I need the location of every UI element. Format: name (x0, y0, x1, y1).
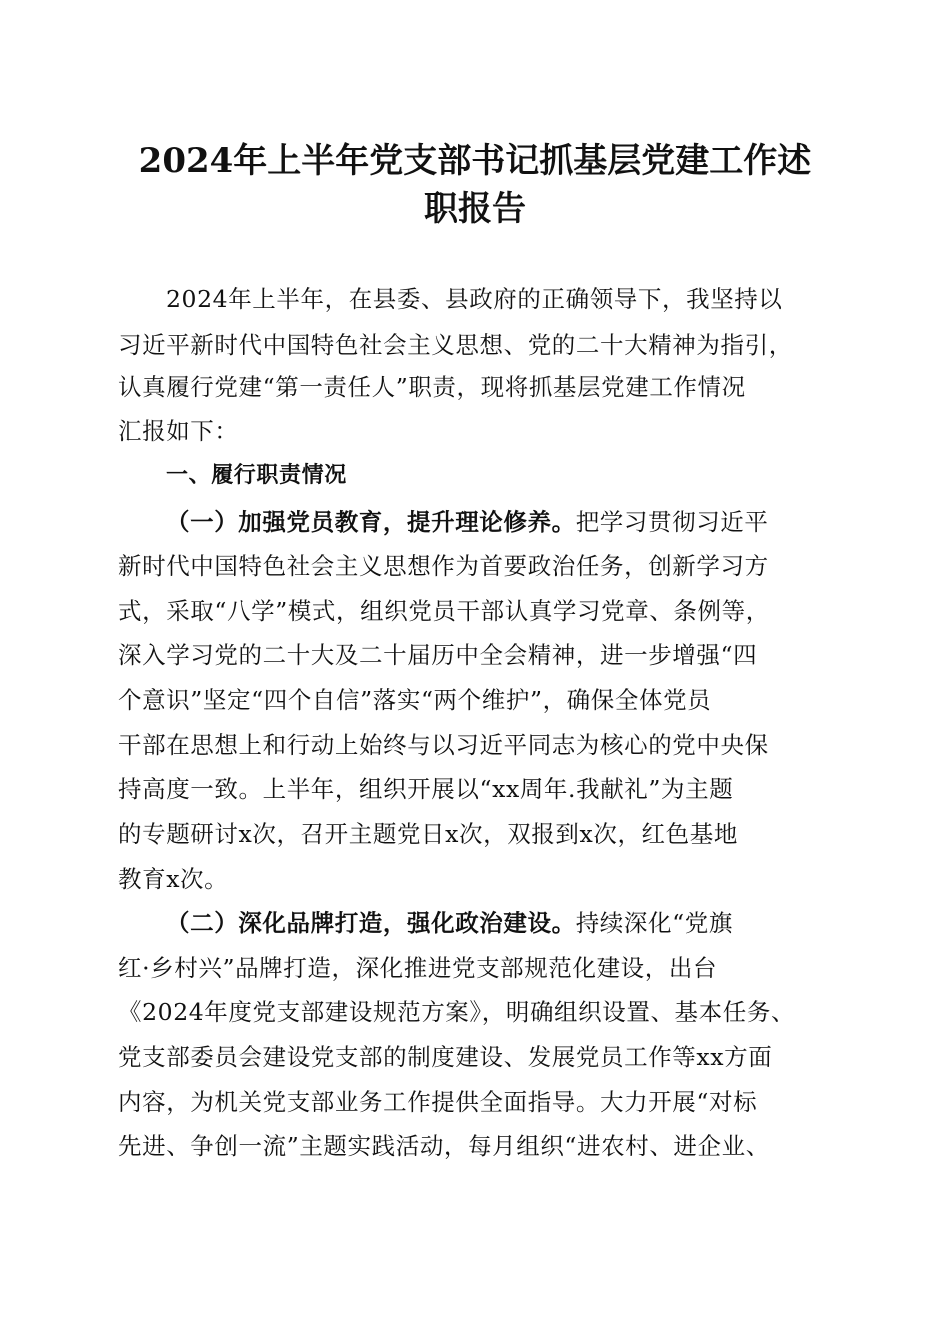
intro-line-1: 2024年上半年，在县委、县政府的正确领导下，我坚持以 (166, 285, 783, 313)
para1-first-rest: 把学习贯彻习近平 (575, 508, 769, 536)
para2-line-6: 先进、争创一流”主题实践活动，每月组织“进农村、进企业、 (118, 1132, 770, 1160)
intro-line-2: 习近平新时代中国特色社会主义思想、党的二十大精神为指引， (118, 331, 793, 359)
document-title-line-1: 2024年上半年党支部书记抓基层党建工作述 (138, 141, 812, 181)
para1-line-1 (166, 507, 769, 537)
para1-line-8: 的专题研讨x次，召开主题党日x次，双报到x次，红色基地 (118, 820, 738, 848)
section-heading-1: 一、履行职责情况 (166, 463, 347, 488)
para2-line-1 (166, 908, 733, 938)
para1-line-2: 新时代中国特色社会主义思想作为首要政治任务，创新学习方 (118, 552, 769, 580)
para1-lead: （一）加强党员教育，提升理论修养。 (166, 508, 576, 536)
document-title-line-2: 职报告 (424, 189, 526, 229)
para2-line-4: 党支部委员会建设党支部的制度建设、发展党员工作等xx方面 (118, 1043, 773, 1071)
para1-line-9: 教育x次。 (118, 865, 229, 893)
para1-line-5: 个意识”坚定“四个自信”落实“两个维护”，确保全体党员 (118, 686, 712, 714)
para2-line-2: 红·乡村兴”品牌打造，深化推进党支部规范化建设，出台 (118, 954, 718, 982)
para1-line-6: 干部在思想上和行动上始终与以习近平同志为核心的党中央保 (118, 731, 769, 759)
para2-line-3: 《2024年度党支部建设规范方案》，明确组织设置、基本任务、 (118, 998, 796, 1026)
intro-line-4: 汇报如下： (118, 417, 239, 445)
para2-lead: （二）深化品牌打造，强化政治建设。 (166, 909, 576, 937)
para1-line-3: 式，采取“八学”模式，组织党员干部认真学习党章、条例等， (118, 597, 770, 625)
intro-line-3: 认真履行党建“第一责任人”职责，现将抓基层党建工作情况 (118, 373, 746, 401)
para1-line-7: 持高度一致。上半年，组织开展以“xx周年.我献礼”为主题 (118, 775, 734, 803)
para2-first-rest: 持续深化“党旗 (575, 909, 733, 937)
para2-line-5: 内容，为机关党支部业务工作提供全面指导。大力开展“对标 (118, 1088, 758, 1116)
para1-line-4: 深入学习党的二十大及二十届历中全会精神，进一步增强“四 (118, 641, 758, 669)
